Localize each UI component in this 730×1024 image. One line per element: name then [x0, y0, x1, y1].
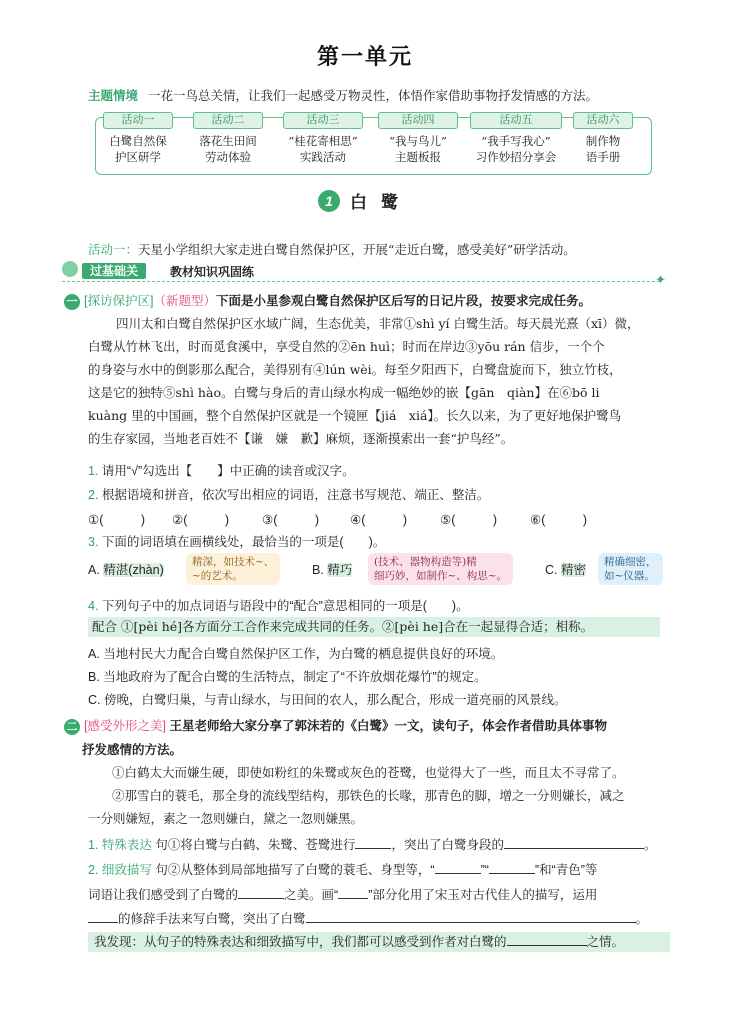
- section-divider: [62, 281, 660, 282]
- question-type: （新题型）: [153, 294, 216, 308]
- answer-blank-3[interactable]: ③( ): [262, 513, 320, 527]
- passage-line-2: 白鹭从竹林飞出，时而觅食溪中，享受自然的②ēn huì；时而在岸边③yōu rán 信步，一个个: [88, 339, 605, 354]
- theme-row: [88, 86, 598, 104]
- blank[interactable]: [507, 933, 587, 946]
- q2-sub-1: 1. 特殊表达 句①将白鹭与白鹤、朱鹭、苍鹭进行 ，突出了白鹭身段的 。: [88, 838, 657, 852]
- q2-sub-2: 2. 细致描写 句②从整体到局部地描写了白鹭的蓑毛、身型等，“ ”“ ”和“青色”等: [88, 863, 598, 877]
- activity-frame: [95, 117, 652, 175]
- option-b-note: (技术、器物构造等)精 细巧妙，如制作~、构思~。: [368, 553, 513, 585]
- discovery-box: 我发现：从句子的特殊表达和细致描写中，我们都可以感受到作者对白鹭的 之情。: [88, 932, 670, 952]
- activity-desc: “我与鸟儿” 主题板报: [389, 134, 447, 164]
- activity-tag: 活动一: [103, 112, 173, 129]
- q1-option4-a[interactable]: A. 当地村民大力配合白鹭自然保护区工作，为白鹭的栖息提供良好的环境。: [88, 647, 504, 661]
- answer-blank-6[interactable]: ⑥( ): [530, 513, 588, 527]
- lesson-heading: [0, 188, 730, 213]
- answer-blank-2[interactable]: ②( ): [172, 513, 230, 527]
- blank[interactable]: [338, 886, 368, 899]
- answer-blank-4[interactable]: ④( ): [350, 513, 408, 527]
- blank[interactable]: [489, 861, 535, 874]
- lesson-number-badge: 1: [318, 190, 340, 212]
- option-a-note: 精深，如技术~、 ~的艺术。: [186, 553, 280, 585]
- activity-desc: “桂花寄相思” 实践活动: [288, 134, 358, 164]
- activity-1: [103, 112, 173, 165]
- q2-sub-2-cont2: 的修辞手法来写白鹭，突出了白鹭 。: [88, 909, 648, 927]
- option-c-note: 精确细密， 如~仪器。: [598, 553, 663, 585]
- theme-text: 一花一鸟总关情，让我们一起感受万物灵性，体悟作家借助事物抒发情感的方法。: [148, 88, 599, 103]
- theme-label: 主题情境: [88, 89, 139, 103]
- passage-line-4: 这是它的独特⑤shì hào。白鹭与身后的青山绿水构成一幅绝妙的嵌【gān qiàn】在⑥bō li: [88, 385, 600, 400]
- q1-option4-b[interactable]: B. 当地政府为了配合白鹭的生活特点，制定了“不许放烟花爆竹”的规定。: [88, 670, 487, 684]
- q1-sub-3: 3. 下面的词语填在画横线处，最恰当的一项是( )。: [88, 535, 386, 549]
- passage-line-1: 四川太和白鹭自然保护区水域广阔，生态优美，非常①shì yí 白鹭生活。每天晨光熹（xī）微，: [116, 316, 640, 331]
- blank[interactable]: [435, 861, 481, 874]
- question-2-heading: [64, 716, 607, 735]
- activity-tag: 活动六: [573, 112, 633, 129]
- activity-desc: “我手写我心” 习作妙招分享会: [475, 134, 557, 164]
- question-number: 一: [64, 294, 80, 310]
- question-text: 下面是小星参观白鹭自然保护区后写的日记片段，按要求完成任务。: [215, 294, 591, 308]
- activity-desc: 落花生田间 劳动体验: [199, 134, 257, 164]
- question-text: 王星老师给大家分享了郭沫若的《白鹭》一文，读句子，体会作者借助具体事物: [169, 719, 607, 733]
- q1-sub-1: 1. 请用“√”勾选出【 】中正确的读音或汉字。: [88, 464, 355, 478]
- q1-option4-c[interactable]: C. 傍晚，白鹭归巢，与青山绿水，与田间的农人，那么配合，形成一道亮丽的风景线。: [88, 693, 567, 707]
- passage-line-6: 的生存家园，当地老百姓不【谦 嫌 歉】麻烦，逐渐摸索出一套“护鸟经”。: [88, 431, 514, 446]
- lesson-title: 白鹭: [350, 193, 412, 212]
- answer-blank-5[interactable]: ⑤( ): [440, 513, 498, 527]
- blank[interactable]: [504, 836, 644, 849]
- option-b[interactable]: B. 精巧: [312, 563, 353, 577]
- activity-2: [193, 112, 263, 165]
- q2-sub-2-cont: 词语让我们感受到了白鹭的 之美。画“ ”部分化用了宋玉对古代佳人的描写，运用: [88, 888, 598, 902]
- section-title: 过基础关: [82, 263, 146, 279]
- section-header: [62, 261, 666, 288]
- question-2-heading-cont: 抒发感情的方法。: [82, 743, 183, 757]
- passage-line-5: kuàng 里的中国画，整个自然保护区就是一个镜匣【jiá xiá】。长久以来，为了更好地保护鹭鸟: [88, 408, 622, 423]
- activity-tag: 活动四: [378, 112, 458, 129]
- option-a[interactable]: A. 精湛(zhàn): [88, 563, 164, 577]
- activity-desc: 白鹭自然保 护区研学: [109, 134, 167, 164]
- activity-3: [283, 112, 363, 165]
- activity-4: [378, 112, 458, 165]
- blank[interactable]: [88, 910, 118, 923]
- activity1-intro: [88, 240, 576, 258]
- section-subtitle: 教材知识巩固练: [170, 265, 255, 279]
- blank[interactable]: [238, 886, 284, 899]
- blank[interactable]: [355, 836, 391, 849]
- unit-title: 第一单元: [316, 45, 413, 70]
- sentence-1: ①白鹤太大而嫌生硬，即使如粉红的朱鹭或灰色的苍鹭，也觉得大了一些，而且太不寻常了。: [112, 765, 625, 780]
- activity-5: [470, 112, 562, 165]
- activity-desc: 制作物 语手册: [585, 134, 621, 164]
- option-c[interactable]: C. 精密: [545, 563, 586, 577]
- question-1-heading: [64, 291, 591, 310]
- question-tag: [探访保护区]: [84, 294, 154, 308]
- q1-sub-4: 4. 下列句子中的加点词语与语段中的“配合”意思相同的一项是( )。: [88, 599, 469, 613]
- answer-blank-1[interactable]: ①( ): [88, 513, 146, 527]
- activity1-label: 活动一：: [88, 242, 139, 257]
- activity-tag: 活动三: [283, 112, 363, 129]
- activity1-text: 天星小学组织大家走进白鹭自然保护区，开展“走近白鹭，感受美好”研学活动。: [138, 242, 576, 257]
- question-number: 二: [64, 719, 80, 735]
- passage-line-3: 的身姿与水中的倒影那么配合，美得别有④lún wèi。每至夕阳西下，白鹭盘旋而下，独立竹枝，: [88, 362, 622, 377]
- sentence-2b: 一分则嫌短，素之一忽则嫌白，黛之一忽则嫌黑。: [88, 811, 364, 826]
- question-tag: [感受外形之美]: [84, 719, 166, 733]
- q1-sub-2: 2. 根据语境和拼音，依次写出相应的词语，注意书写规范、端正、整洁。: [88, 488, 490, 502]
- activity-tag: 活动二: [193, 112, 263, 129]
- sentence-2a: ②那雪白的蓑毛，那全身的流线型结构，那铁色的长喙，那青色的脚，增之一分则嫌长，减之: [112, 788, 625, 803]
- blank[interactable]: [306, 910, 636, 923]
- mascot-icon: [62, 261, 78, 277]
- activity-tag: 活动五: [470, 112, 562, 129]
- definition-box: 配合 ①[pèi hé]各方面分工合作来完成共同的任务。②[pèi he]合在一起显得合适；相称。: [88, 617, 660, 637]
- star-icon: ✦: [655, 273, 666, 288]
- activity-6: [573, 112, 633, 165]
